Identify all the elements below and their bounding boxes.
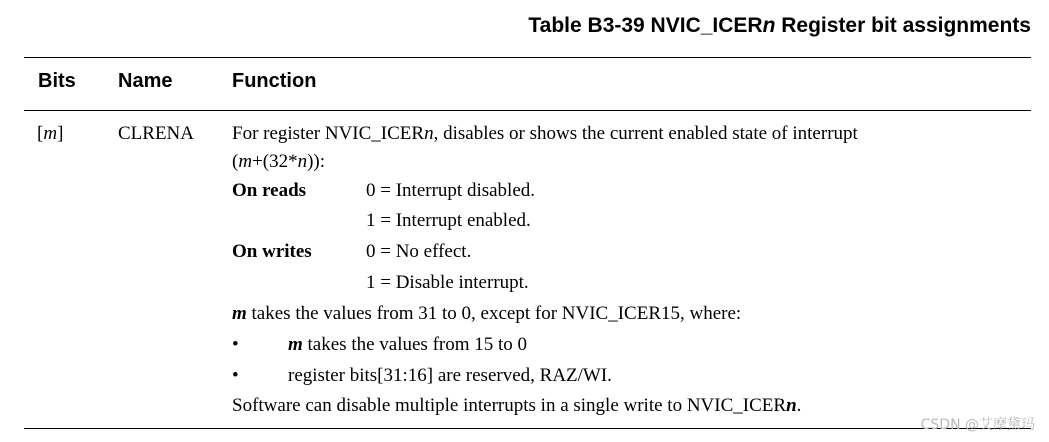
row-bits xyxy=(37,123,63,145)
table-title-suffix: Register bit assignments xyxy=(775,14,1031,37)
m-values-var: m xyxy=(232,303,247,324)
watermark: CSDN @艾摩黛玛 xyxy=(920,417,1035,433)
intro-b-close: )): xyxy=(307,151,326,172)
bits-open: [ xyxy=(37,123,44,144)
on-reads-value-1: 1 = Interrupt enabled. xyxy=(366,210,531,231)
on-reads-label: On reads xyxy=(232,180,307,201)
header-rule xyxy=(24,110,1031,111)
bullet-1-var: m xyxy=(288,334,303,355)
on-reads-value-0: 0 = Interrupt disabled. xyxy=(366,180,536,201)
function-intro-line2 xyxy=(232,151,325,173)
table-bottom-rule xyxy=(24,428,1031,429)
bits-close: ] xyxy=(57,123,64,144)
header-name: Name xyxy=(118,70,173,92)
software-text: Software can disable multiple interrupts in a single write to NVIC_ICER xyxy=(232,395,787,416)
intro-a-var: n xyxy=(424,123,434,144)
table-top-rule xyxy=(24,57,1031,58)
intro-b-open: ( xyxy=(232,151,239,172)
row-name: CLRENA xyxy=(118,123,194,144)
bullet-1-glyph: • xyxy=(232,334,239,355)
bits-var: m xyxy=(43,123,58,144)
intro-b-m: m xyxy=(238,151,253,172)
function-intro-line1 xyxy=(232,123,858,145)
on-writes-value-1: 1 = Disable interrupt. xyxy=(366,272,529,293)
intro-b-mid: +(32* xyxy=(252,151,298,172)
table-title xyxy=(528,14,1031,38)
m-values-line xyxy=(232,303,741,325)
intro-a: For register NVIC_ICER xyxy=(232,123,425,144)
software-end: . xyxy=(796,395,802,416)
bullet-1-rest: takes the values from 15 to 0 xyxy=(302,334,528,355)
intro-a-rest: , disables or shows the current enabled state of interrupt xyxy=(433,123,858,144)
on-writes-label: On writes xyxy=(232,241,312,262)
intro-b-n: n xyxy=(297,151,308,172)
table-title-prefix: Table B3-39 NVIC_ICER xyxy=(528,14,763,37)
software-var: n xyxy=(786,395,797,416)
bullet-2-text: register bits[31:16] are reserved, RAZ/WI. xyxy=(288,365,612,386)
software-note xyxy=(232,395,801,417)
header-bits: Bits xyxy=(38,70,76,92)
bullet-1-text xyxy=(288,334,527,356)
table-title-var: n xyxy=(762,14,776,37)
header-function: Function xyxy=(232,70,317,92)
on-writes-value-0: 0 = No effect. xyxy=(366,241,472,262)
bullet-2-glyph: • xyxy=(232,365,239,386)
m-values-text: takes the values from 31 to 0, except for NVIC_ICER15, where: xyxy=(246,303,742,324)
